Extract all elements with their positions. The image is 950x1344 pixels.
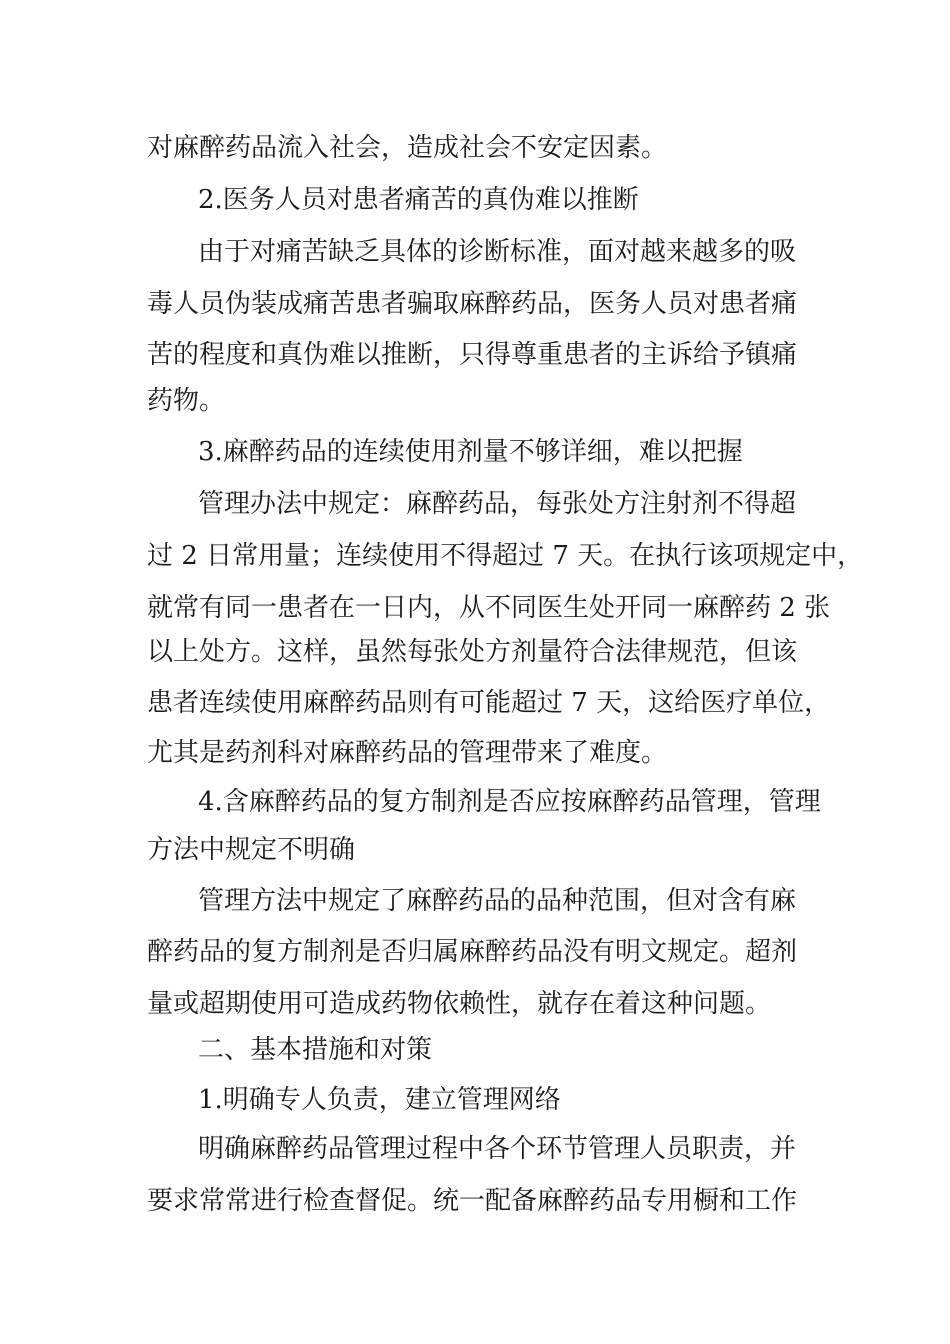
- paragraph-line: 以上处方。这样，虽然每张处方剂量符合法律规范，但该: [147, 637, 798, 667]
- paragraph-line: 对麻醉药品流入社会，造成社会不安定因素。: [147, 133, 668, 163]
- paragraph-line: 管理方法中规定了麻醉药品的品种范围，但对含有麻: [198, 886, 797, 916]
- paragraph-line: 药物。: [147, 386, 226, 416]
- chapter-heading: 二、基本措施和对策: [198, 1035, 433, 1065]
- section-heading: 1.明确专人负责，建立管理网络: [198, 1085, 561, 1115]
- paragraph-line: 患者连续使用麻醉药品则有可能超过 7 天，这给医疗单位，: [147, 688, 831, 718]
- paragraph-line: 管理办法中规定：麻醉药品，每张处方注射剂不得超: [198, 489, 797, 519]
- paragraph-line: 过 2 日常用量；连续使用不得超过 7 天。在执行该项规定中，: [147, 541, 864, 571]
- paragraph-line: 明确麻醉药品管理过程中各个环节管理人员职责，并: [198, 1134, 797, 1164]
- paragraph-line: 由于对痛苦缺乏具体的诊断标准，面对越来越多的吸: [198, 237, 797, 267]
- section-heading: 2.医务人员对患者痛苦的真伪难以推断: [198, 185, 639, 215]
- section-heading: 4.含麻醉药品的复方制剂是否应按麻醉药品管理，管理: [198, 787, 821, 817]
- paragraph-line: 毒人员伪装成痛苦患者骗取麻醉药品，医务人员对患者痛: [147, 289, 798, 319]
- paragraph-line: 量或超期使用可造成药物依赖性，就存在着这种问题。: [147, 989, 772, 1019]
- section-heading: 3.麻醉药品的连续使用剂量不够详细，难以把握: [198, 437, 743, 467]
- section-heading-continued: 方法中规定不明确: [147, 835, 356, 865]
- paragraph-line: 醉药品的复方制剂是否归属麻醉药品没有明文规定。超剂: [147, 937, 798, 967]
- paragraph-line: 尤其是药剂科对麻醉药品的管理带来了难度。: [147, 738, 668, 768]
- paragraph-line: 要求常常进行检查督促。统一配备麻醉药品专用橱和工作: [147, 1186, 798, 1216]
- paragraph-line: 苦的程度和真伪难以推断，只得尊重患者的主诉给予镇痛: [147, 340, 798, 370]
- paragraph-line: 就常有同一患者在一日内，从不同医生处开同一麻醉药 2 张: [147, 593, 831, 623]
